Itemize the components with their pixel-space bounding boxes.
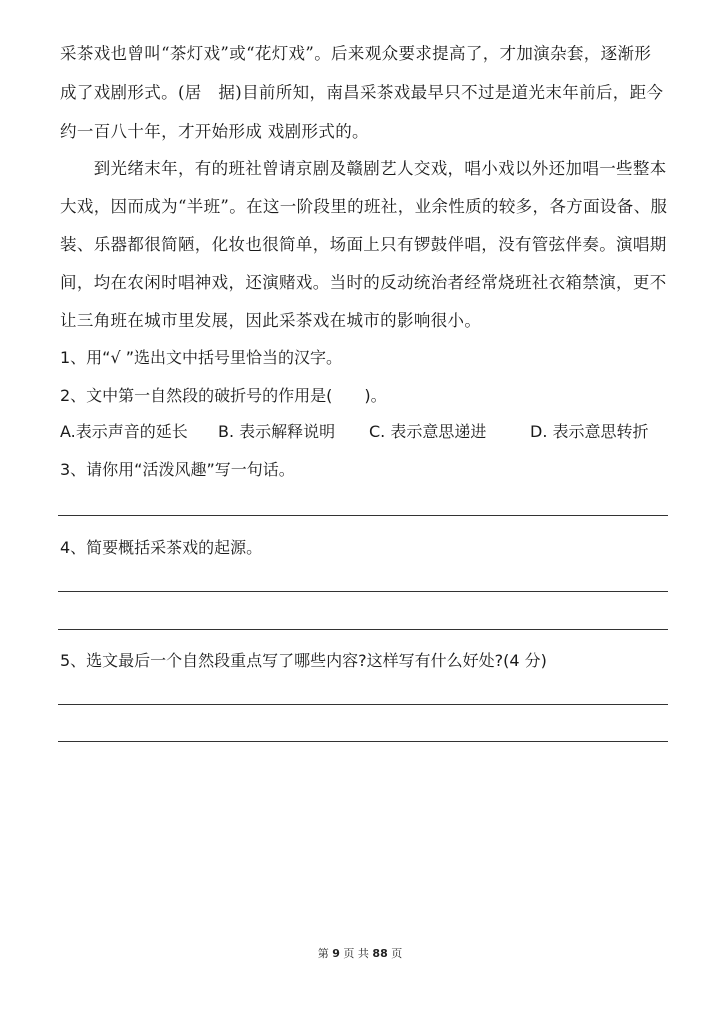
passage-line: 到光绪末年，有的班社曾请京剧及赣剧艺人交戏，唱小戏以外还加唱一些整本	[60, 159, 667, 178]
passage-line: 装、乐器都很简陋，化妆也很简单，场面上只有锣鼓伴唱，没有管弦伴奏。演唱期	[60, 235, 667, 254]
option-a[interactable]: A.表示声音的延长	[60, 422, 188, 441]
footer-middle: 页 共	[343, 947, 369, 960]
answer-line-q4-1[interactable]	[58, 591, 668, 592]
answer-line-q5-2[interactable]	[58, 741, 668, 742]
question-4: 4、简要概括采茶戏的起源。	[60, 538, 263, 557]
page-footer	[0, 945, 720, 961]
passage-line: 采茶戏也曾叫“茶灯戏”或“花灯戏”。后来观众要求提高了，才加演杂套，逐渐形	[60, 44, 652, 63]
answer-line-q4-2[interactable]	[58, 629, 668, 630]
question-2: 2、文中第一自然段的破折号的作用是( )。	[60, 386, 387, 405]
question-3: 3、请你用“活泼风趣”写一句话。	[60, 460, 295, 479]
passage-line: 让三角班在城市里发展，因此采茶戏在城市的影响很小。	[60, 311, 482, 330]
passage-line: 大戏，因而成为“半班”。在这一阶段里的班社，业余性质的较多，各方面设备、服	[60, 197, 668, 216]
option-b[interactable]: B. 表示解释说明	[218, 422, 336, 441]
footer-total-pages: 88	[372, 947, 388, 960]
passage-line: 约一百八十年，才开始形成 戏剧形式的。	[60, 122, 369, 141]
option-d[interactable]: D. 表示意思转折	[530, 422, 649, 441]
answer-line-q3[interactable]	[58, 515, 668, 516]
passage-line: 成了戏剧形式。(居 据)目前所知，南昌采茶戏最早只不过是道光末年前后，距今	[60, 83, 664, 102]
passage-line: 间，均在农闲时唱神戏，还演赌戏。当时的反动统治者经常烧班社衣箱禁演，更不	[60, 273, 667, 292]
footer-prefix: 第	[317, 947, 329, 960]
question-5: 5、选文最后一个自然段重点写了哪些内容?这样写有什么好处?(4 分)	[60, 651, 547, 670]
option-c[interactable]: C. 表示意思递进	[369, 422, 487, 441]
question-2-options	[60, 421, 670, 443]
footer-page-number: 9	[332, 947, 340, 960]
footer-suffix: 页	[391, 947, 403, 960]
question-1: 1、用“√ ”选出文中括号里恰当的汉字。	[60, 348, 343, 367]
answer-line-q5-1[interactable]	[58, 704, 668, 705]
